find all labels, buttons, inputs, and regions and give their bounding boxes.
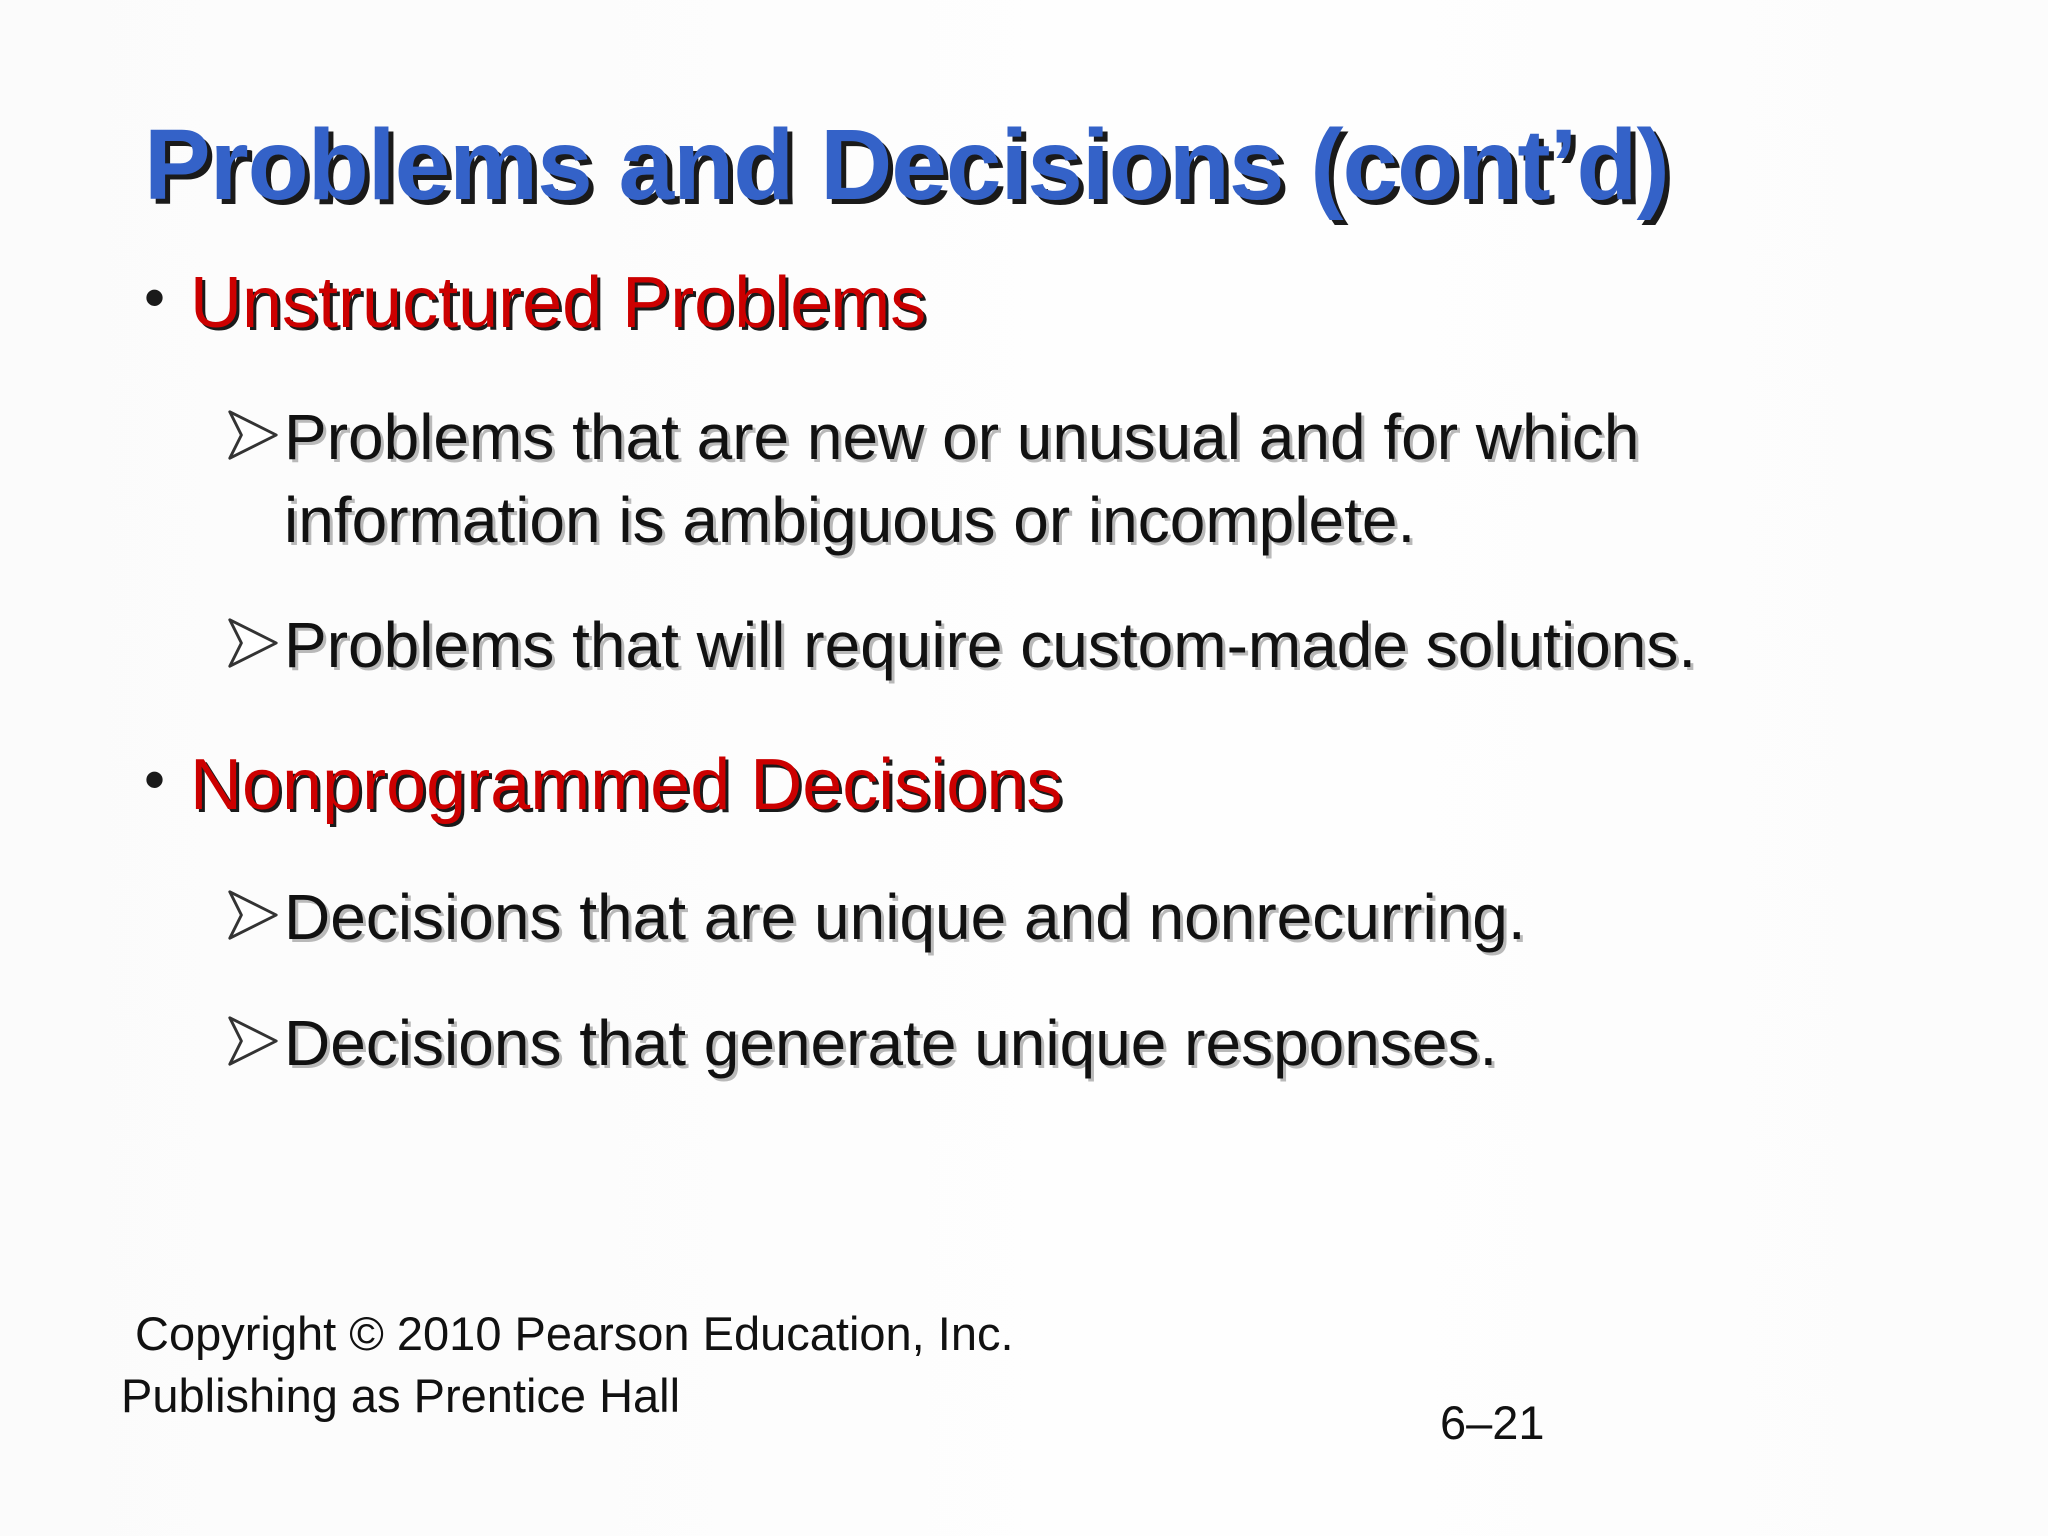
list-item-text: Decisions that generate unique responses. bbox=[284, 1007, 1498, 1079]
slide-number: 6–21 bbox=[1440, 1396, 1545, 1449]
section-heading-nonprogrammed-decisions bbox=[144, 744, 1062, 827]
section-heading-unstructured-problems bbox=[144, 262, 926, 345]
list-item-text: Decisions that are unique and nonrecurring. bbox=[284, 881, 1526, 953]
arrow-bullet-icon bbox=[222, 1012, 284, 1070]
arrow-bullet-icon bbox=[222, 406, 284, 464]
slide-title: Problems and Decisions (cont’d) bbox=[144, 109, 1669, 221]
list-item-text: Problems that will require custom-made solutions. bbox=[284, 609, 1697, 681]
list-item bbox=[222, 396, 1922, 562]
section-heading-label: Unstructured Problems bbox=[190, 263, 927, 343]
arrow-bullet-icon bbox=[222, 614, 284, 672]
list-item-text: Problems that are new or unusual and for which information is ambiguous or incomplete. bbox=[284, 401, 1640, 557]
publisher-text: Publishing as Prentice Hall bbox=[121, 1369, 681, 1422]
bullet-dot-icon: • bbox=[144, 746, 166, 813]
bullet-dot-icon: • bbox=[144, 264, 166, 331]
arrow-bullet-icon bbox=[222, 886, 284, 944]
section-heading-label: Nonprogrammed Decisions bbox=[190, 745, 1063, 825]
list-item bbox=[222, 1002, 1922, 1085]
list-item bbox=[222, 604, 1922, 687]
copyright-text: Copyright © 2010 Pearson Education, Inc. bbox=[135, 1307, 1014, 1360]
list-item bbox=[222, 876, 1922, 959]
